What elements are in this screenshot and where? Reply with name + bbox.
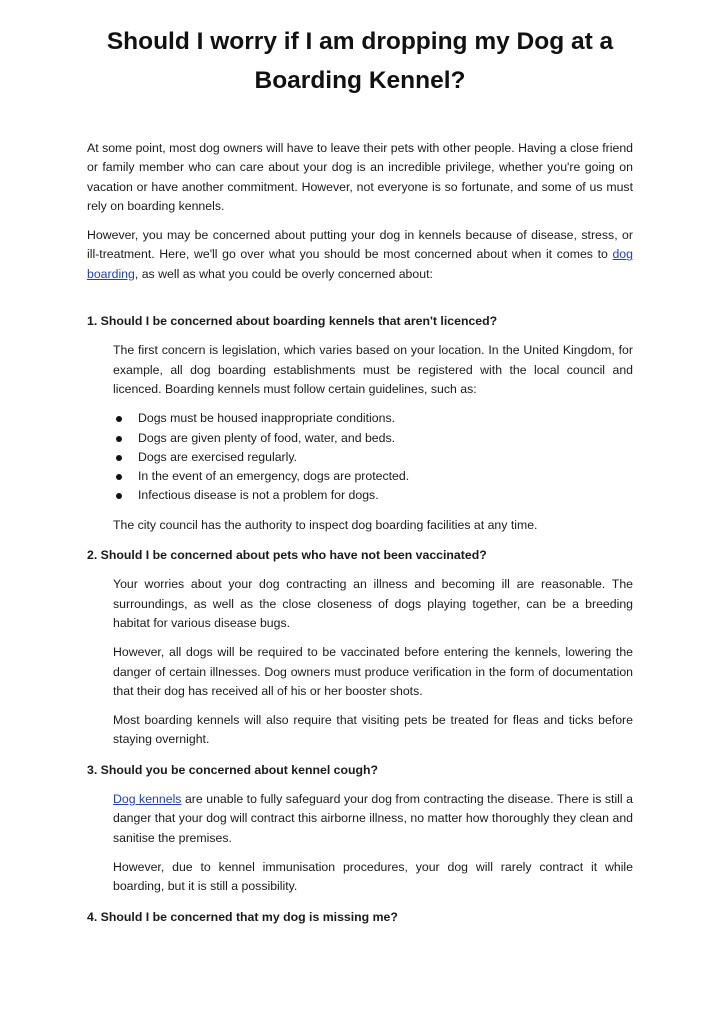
section-2-heading: 2. Should I be concerned about pets who have not been vaccinated?	[87, 548, 487, 563]
list-item-text: Dogs must be housed inappropriate conditions.	[138, 411, 396, 426]
section-2-paragraph-1: Your worries about your dog contracting an illness and becoming ill are reasonable. The surroundings, as well as the close closeness of dogs playing together, can be a breeding habitat for various disease bugs.	[113, 577, 633, 630]
guidelines-list	[113, 409, 633, 505]
bullet-icon	[116, 436, 122, 442]
page-title: Should I worry if I am dropping my Dog at a Boarding Kennel?	[106, 28, 614, 94]
section-3-heading: 3. Should you be concerned about kennel cough?	[87, 762, 379, 777]
list-item-text: In the event of an emergency, dogs are protected.	[138, 469, 410, 484]
section-4-heading: 4. Should I be concerned that my dog is missing me?	[87, 909, 398, 924]
intro-paragraph-2-text-after: , as well as what you could be overly concerned about:	[134, 266, 433, 281]
section-3-paragraph-1-text: are unable to fully safeguard your dog from contracting the disease. There is still a danger that your dog will contract this airborne illness, no matter how thoroughly they clean and sanitise the premises.	[113, 792, 633, 845]
list-item	[113, 429, 633, 448]
list-item	[113, 448, 633, 467]
intro-paragraph-1: At some point, most dog owners will have to leave their pets with other people. Having a close friend or family member who can care about your dog is an incredible privilege, whether you're going on vacation or have another commitment. However, not everyone is so fortunate, and some of us must rely on boarding kennels.	[87, 141, 633, 213]
bullet-icon	[116, 416, 122, 422]
section-1-paragraph-1: The first concern is legislation, which varies based on your location. In the United Kingdom, for example, all dog boarding establishments must be registered with the local council and licenced. Boarding kennels must follow certain guidelines, such as:	[113, 343, 633, 396]
section-2-paragraph-3: Most boarding kennels will also require that visiting pets be treated for fleas and ticks before staying overnight.	[113, 713, 633, 747]
section-1-heading: 1. Should I be concerned about boarding kennels that aren't licenced?	[87, 314, 498, 329]
list-item	[113, 486, 633, 505]
bullet-icon	[116, 455, 122, 461]
list-item-text: Dogs are given plenty of food, water, and beds.	[138, 430, 396, 445]
dog-kennels-link[interactable]: Dog kennels	[113, 792, 182, 807]
intro-paragraph-2	[87, 226, 633, 284]
bullet-icon	[116, 493, 122, 499]
intro-paragraph-2-text-before: However, you may be concerned about putting your dog in kennels because of disease, stress, or ill-treatment. Here, we'll go over what you should be most concerned about when it comes to	[87, 228, 633, 262]
list-item-text: Dogs are exercised regularly.	[138, 449, 298, 464]
dog-boarding-link[interactable]: dog boarding	[87, 247, 633, 281]
section-2-paragraph-2: However, all dogs will be required to be vaccinated before entering the kennels, lowering the danger of certain illnesses. Dog owners must produce verification in the form of documentation that their dog has received all of his or her booster shots.	[113, 645, 633, 698]
section-3-paragraph-2: However, due to kennel immunisation procedures, your dog will rarely contract it while boarding, but it is still a possibility.	[113, 859, 633, 894]
list-item	[113, 409, 633, 428]
bullet-icon	[116, 474, 122, 480]
section-1-paragraph-2: The city council has the authority to inspect dog boarding facilities at any time.	[113, 517, 538, 532]
list-item	[113, 467, 633, 486]
list-item-text: Infectious disease is not a problem for dogs.	[138, 488, 379, 503]
section-3-paragraph-1	[113, 790, 633, 848]
